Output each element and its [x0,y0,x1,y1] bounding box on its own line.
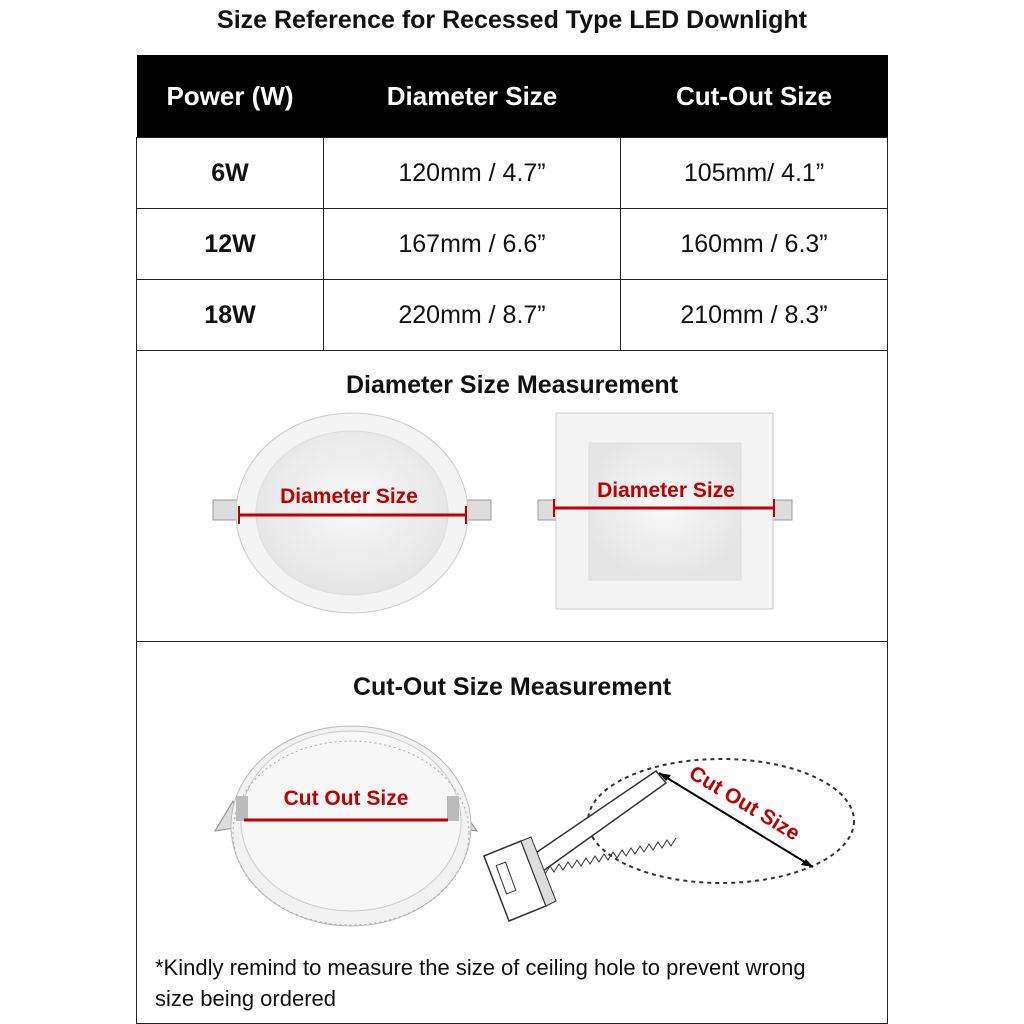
cutout-cell: 105mm/ 4.1” [621,138,888,209]
cutout-cell: 160mm / 6.3” [621,209,888,280]
panel-back-image [215,726,477,926]
diameter-cell: 120mm / 4.7” [324,138,621,209]
round-diameter-label: Diameter Size [280,485,418,508]
header-power: Power (W) [137,55,324,138]
diameter-cell: 220mm / 8.7” [324,280,621,351]
header-cutout: Cut-Out Size [621,55,888,138]
saw-drawing-image [484,759,854,921]
cutout-cell: 210mm / 8.3” [621,280,888,351]
table-header [137,55,888,138]
measurement-note: *Kindly remind to measure the size of ceiling hole to prevent wrong size being ordered [155,955,806,1011]
cutout-heading: Cut-Out Size Measurement [352,673,672,701]
diameter-section [136,351,888,642]
table-row [137,209,888,280]
size-table [136,55,888,351]
saw-cutout-label: Cut Out Size [684,761,804,846]
diameter-cell: 167mm / 6.6” [324,209,621,280]
cutout-section [136,641,888,1024]
square-panel-image [538,413,792,609]
header-diameter: Diameter Size [324,55,621,138]
panel-cutout-label: Cut Out Size [283,787,409,810]
table-row [137,138,888,209]
diameter-heading: Diameter Size Measurement [345,371,679,399]
power-cell: 6W [137,138,324,209]
square-diameter-label: Diameter Size [597,479,735,502]
power-cell: 12W [137,209,324,280]
page-title: Size Reference for Recessed Type LED Downlight [217,6,807,34]
table-row [137,280,888,351]
diameter-illustration [137,351,887,641]
power-cell: 18W [137,280,324,351]
round-panel-image [213,413,491,613]
